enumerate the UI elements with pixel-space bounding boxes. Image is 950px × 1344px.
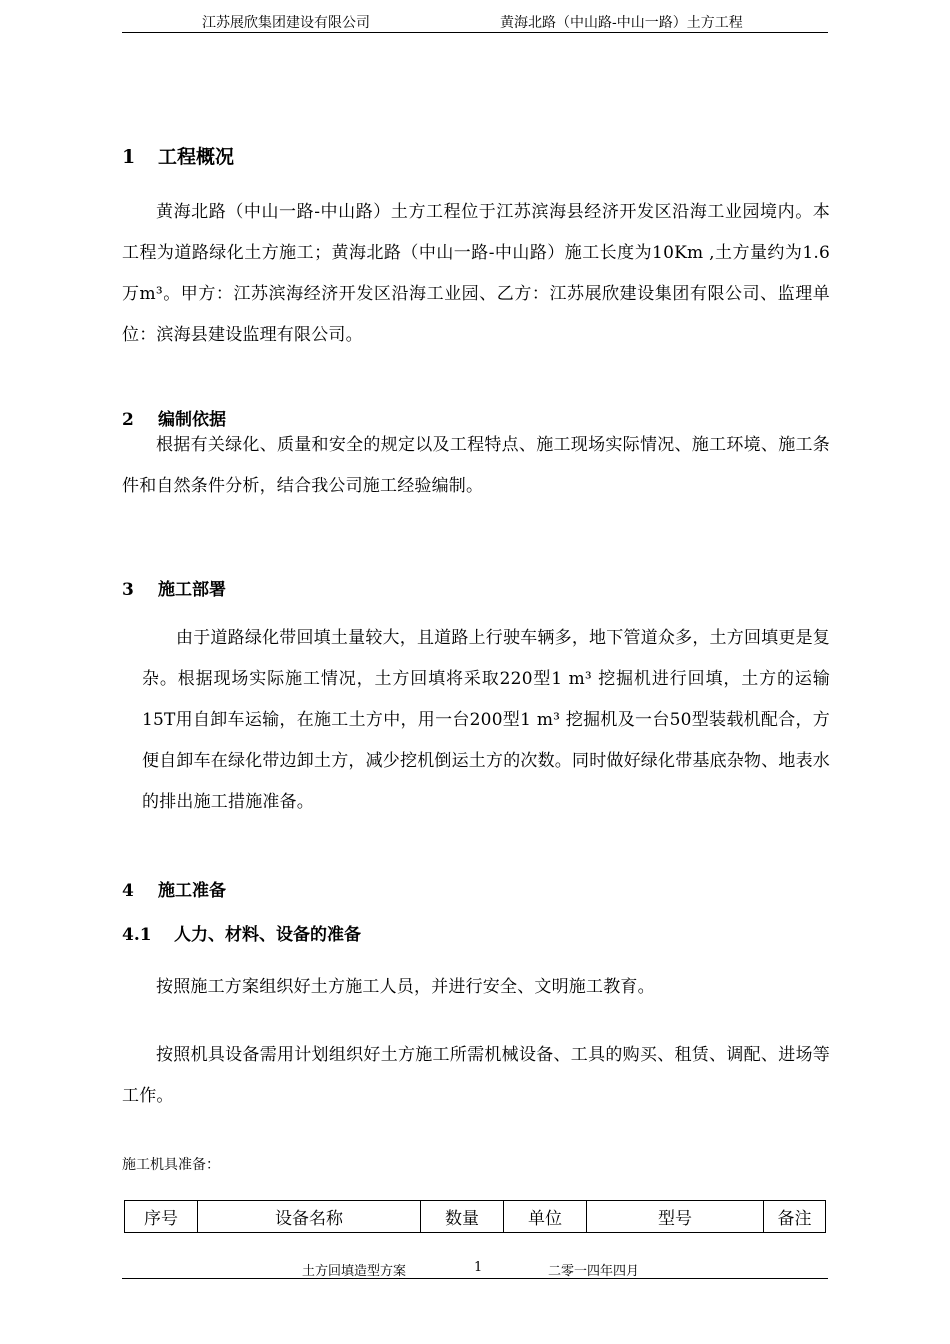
section-1-paragraph: 黄海北路（中山一路-中山路）土方工程位于江苏滨海县经济开发区沿海工业园境内。本工程为道路绿化土方施工；黄海北路（中山一路-中山路）施工长度为10Km ,土方量约为1.6万m³。甲方：江苏滨海经济开发区沿海工业园、乙方：江苏展欣建设集团有限公司、监理单位：滨海县建设监理有限公司。: [122, 202, 830, 345]
section-4-1-number: 4.1: [122, 925, 152, 945]
section-1-number: 1: [122, 146, 136, 168]
header-company: 江苏展欣集团建设有限公司: [202, 15, 370, 31]
equipment-label: 施工机具准备：: [122, 1157, 220, 1173]
section-2-number: 2: [122, 410, 134, 430]
table-header-cell: 数量: [421, 1201, 504, 1233]
section-4-1-paragraph-2: 按照机具设备需用计划组织好土方施工所需机械设备、工具的购买、租赁、调配、进场等工作。: [122, 1045, 830, 1106]
footer-date: 二零一四年四月: [548, 1264, 640, 1279]
page-header: [122, 10, 828, 33]
section-4-1-title: 人力、材料、设备的准备: [174, 925, 361, 945]
section-3-title: 施工部署: [158, 580, 226, 600]
table-header-cell: 设备名称: [198, 1201, 421, 1233]
section-1-title: 工程概况: [158, 146, 235, 168]
section-4-heading: [122, 876, 226, 901]
page-footer: [122, 1260, 828, 1279]
table-header-row: [125, 1201, 826, 1233]
table-header-cell: 型号: [587, 1201, 764, 1233]
table-header-cell: 备注: [764, 1201, 826, 1233]
section-4-1-paragraph-1: 按照施工方案组织好土方施工人员，并进行安全、文明施工教育。: [156, 977, 655, 997]
table-header-cell: 序号: [125, 1201, 198, 1233]
footer-doc-title: 土方回填造型方案: [302, 1264, 407, 1279]
equipment-table: [124, 1200, 826, 1233]
section-4-1-heading: [122, 920, 361, 945]
section-3-paragraph: 由于道路绿化带回填土量较大，且道路上行驶车辆多，地下管道众多，土方回填更是复杂。根据现场实际施工情况，土方回填将采取220型1 m³ 挖掘机进行回填，土方的运输15T用自卸车运输，在施工土方中，用一台200型1 m³ 挖掘机及一台50型装载机配合，方便自卸车在绿化带边卸土方，减少挖机倒运土方的次数。同时做好绿化带基底杂物、地表水的排出施工措施准备。: [142, 628, 830, 812]
section-3-heading: [122, 575, 226, 600]
section-1-heading: [122, 142, 234, 169]
table-header-cell: 单位: [504, 1201, 587, 1233]
section-2-paragraph: 根据有关绿化、质量和安全的规定以及工程特点、施工现场实际情况、施工环境、施工条件和自然条件分析，结合我公司施工经验编制。: [122, 435, 830, 496]
footer-page-number: 1: [474, 1260, 483, 1275]
section-4-number: 4: [122, 881, 134, 901]
header-project: 黄海北路（中山路-中山一路）土方工程: [500, 15, 743, 31]
section-3-number: 3: [122, 580, 134, 600]
section-4-title: 施工准备: [158, 881, 226, 901]
section-2-title: 编制依据: [158, 410, 226, 430]
